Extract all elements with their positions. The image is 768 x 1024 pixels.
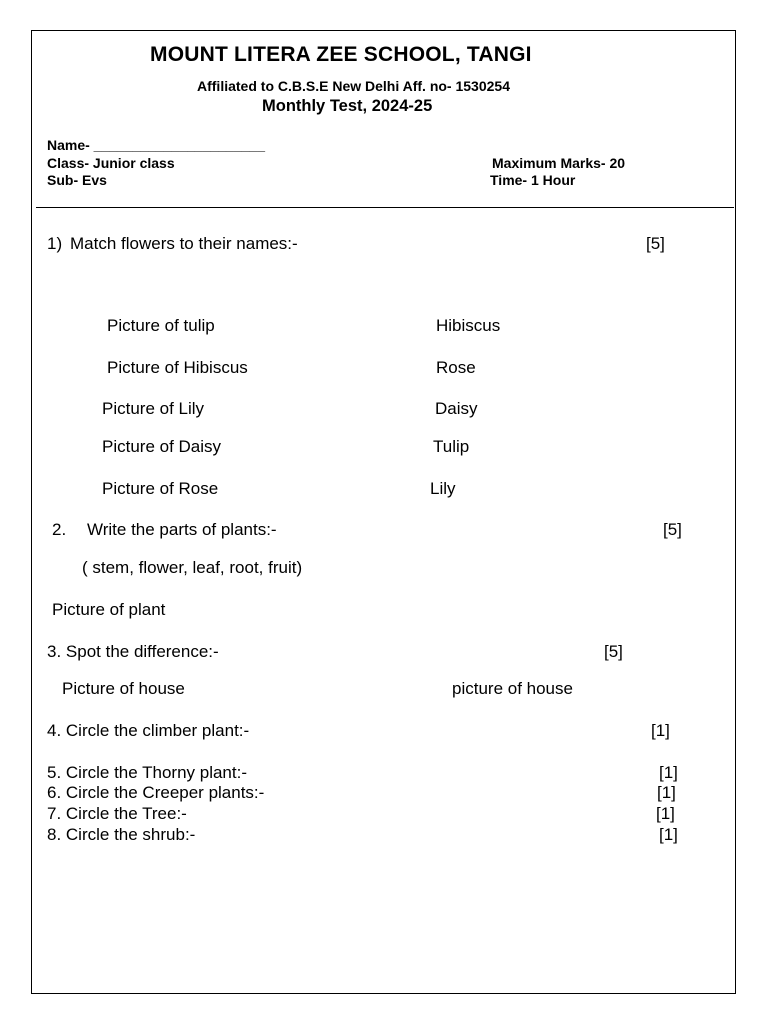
q8-text: 8. Circle the shrub:- <box>47 825 196 844</box>
q1-number: 1) <box>47 234 63 253</box>
max-marks: Maximum Marks- 20 <box>492 155 626 171</box>
q1-left-item: Picture of Lily <box>102 399 205 418</box>
q2-number: 2. <box>52 520 67 539</box>
q1-left-item: Picture of Daisy <box>102 437 222 456</box>
q3-text: 3. Spot the difference:- <box>47 642 219 661</box>
time-label: Time- 1 Hour <box>490 172 576 188</box>
q6-marks: [1] <box>657 783 676 802</box>
q1-right-item: Daisy <box>435 399 478 418</box>
q4-marks: [1] <box>651 721 670 740</box>
q1-text: Match flowers to their names:- <box>70 234 298 253</box>
q2-marks: [5] <box>663 520 682 539</box>
school-name: MOUNT LITERA ZEE SCHOOL, TANGI <box>150 43 532 66</box>
q2-text: Write the parts of plants:- <box>87 520 277 539</box>
q7-marks: [1] <box>656 804 675 823</box>
q1-left-item: Picture of Rose <box>102 479 219 498</box>
q2-hint: ( stem, flower, leaf, root, fruit) <box>82 558 303 577</box>
name-field: Name- ______________________ <box>47 137 265 153</box>
q7-text: 7. Circle the Tree:- <box>47 804 187 823</box>
page-border <box>31 30 736 994</box>
q2-picture: Picture of plant <box>52 600 166 619</box>
q6-text: 6. Circle the Creeper plants:- <box>47 783 265 802</box>
q3-picture-right: picture of house <box>452 679 573 698</box>
q1-right-item: Hibiscus <box>436 316 501 335</box>
q1-left-item: Picture of Hibiscus <box>107 358 248 377</box>
exam-title: Monthly Test, 2024-25 <box>262 97 433 115</box>
q8-marks: [1] <box>659 825 678 844</box>
q1-right-item: Lily <box>430 479 456 498</box>
q5-marks: [1] <box>659 763 678 782</box>
q4-text: 4. Circle the climber plant:- <box>47 721 250 740</box>
q5-text: 5. Circle the Thorny plant:- <box>47 763 247 782</box>
q3-marks: [5] <box>604 642 623 661</box>
q1-left-item: Picture of tulip <box>107 316 215 335</box>
q3-picture-left: Picture of house <box>62 679 185 698</box>
affiliation: Affiliated to C.B.S.E New Delhi Aff. no- 1530254 <box>197 78 510 94</box>
header-divider <box>36 207 734 208</box>
class-label: Class- Junior class <box>47 155 175 171</box>
subject-label: Sub- Evs <box>47 172 107 188</box>
q1-right-item: Rose <box>436 358 476 377</box>
q1-marks: [5] <box>646 234 665 253</box>
q1-right-item: Tulip <box>433 437 470 456</box>
